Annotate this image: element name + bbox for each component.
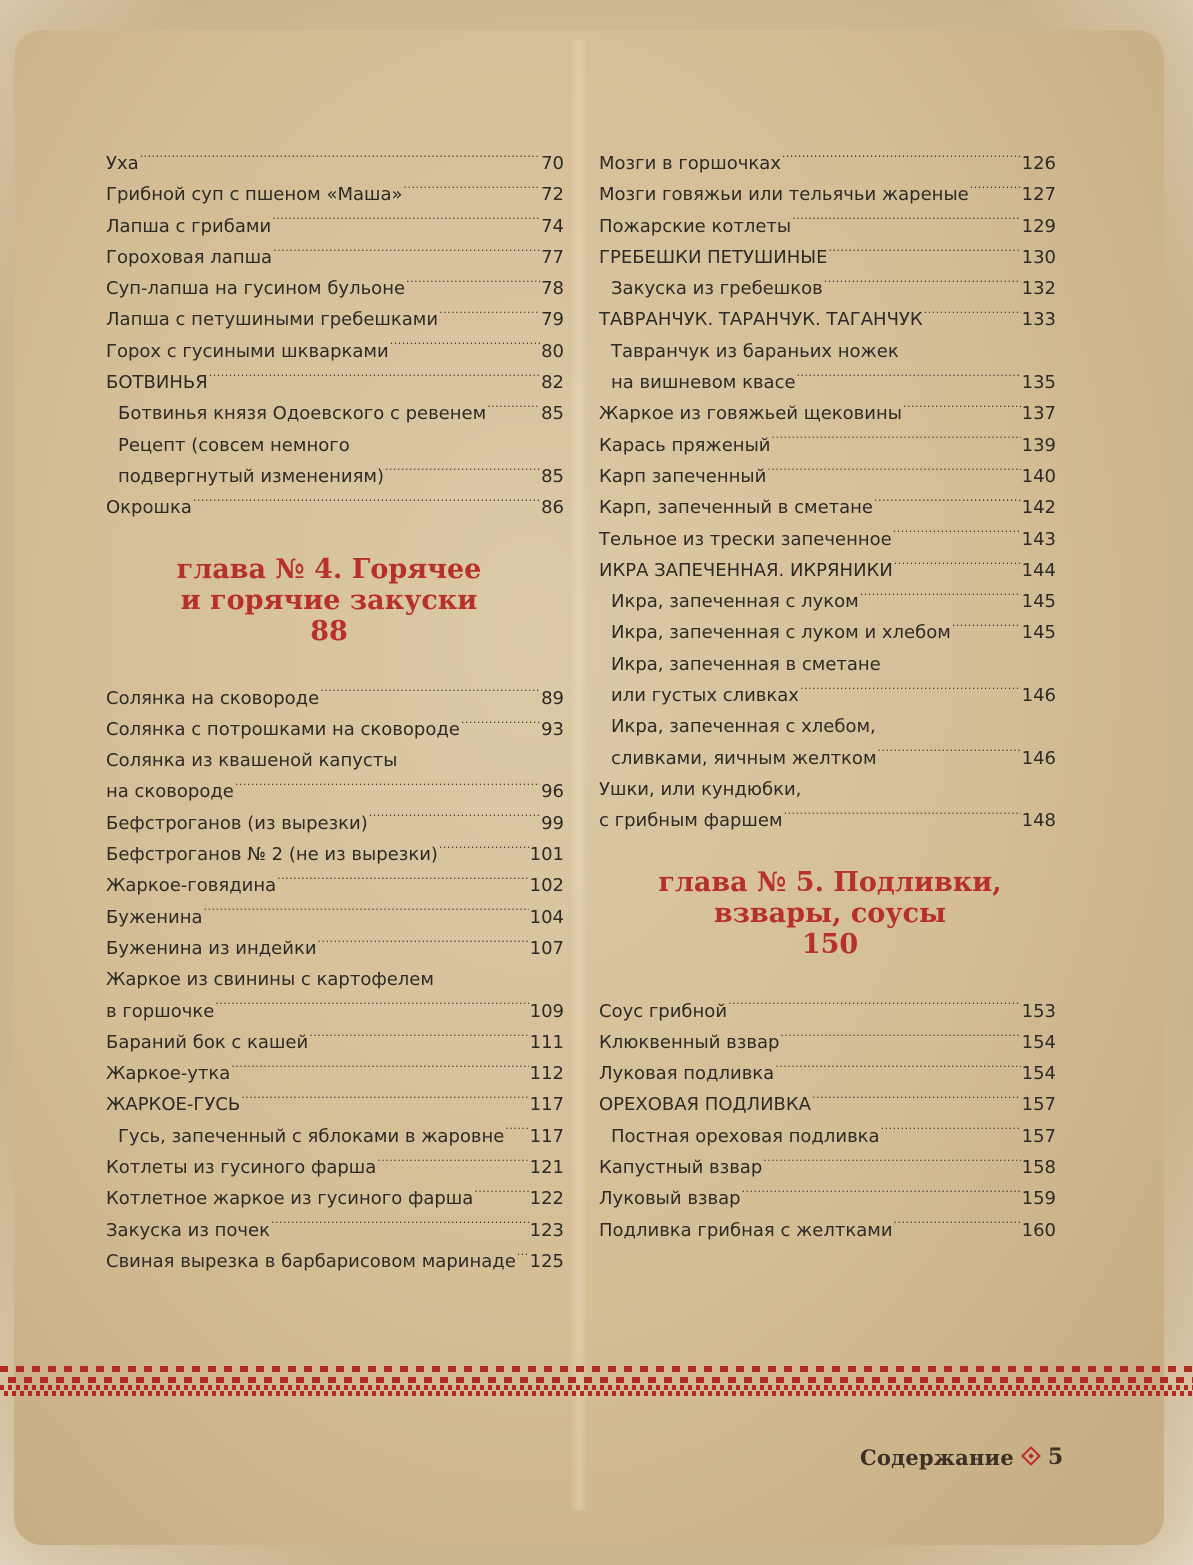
toc-entry[interactable]: [106, 211, 564, 242]
dot-leader: [231, 1059, 528, 1079]
entry-title: ТАВРАНЧУК. ТАРАНЧУК. ТАГАНЧУК: [599, 309, 923, 331]
entry-title: Суп-лапша на гусином бульоне: [106, 278, 406, 300]
entry-page: 70: [541, 153, 564, 174]
toc-entry[interactable]: [106, 776, 564, 807]
entry-title: БОТВИНЬЯ: [106, 372, 208, 394]
dot-leader: [775, 1059, 1020, 1079]
entry-first-line: Жаркое из свинины с картофелем: [106, 969, 434, 991]
entry-title: Жаркое из говяжьей щековины: [599, 403, 902, 425]
entry-title: ОРЕХОВАЯ ПОДЛИВКА: [599, 1094, 811, 1116]
dot-leader: [377, 1153, 528, 1173]
entry-title: Уха: [106, 153, 139, 174]
toc-entry[interactable]: [106, 304, 564, 335]
entry-page: 159: [1021, 1188, 1056, 1210]
chapter-heading[interactable]: [604, 867, 1056, 960]
toc-entry[interactable]: [599, 179, 1056, 210]
toc-entry[interactable]: [106, 902, 564, 933]
dot-leader: [881, 1122, 1021, 1142]
toc-entry[interactable]: [106, 367, 564, 398]
dot-leader: [439, 840, 529, 860]
toc-subentry[interactable]: [106, 1121, 564, 1152]
dot-leader: [406, 274, 540, 294]
toc-entry[interactable]: [599, 1027, 1056, 1058]
toc-entry[interactable]: [599, 242, 1056, 273]
page-number: 5: [1047, 1444, 1064, 1470]
toc-subentry[interactable]: [599, 367, 1056, 398]
toc-entry[interactable]: [599, 524, 1056, 555]
entry-title: Котлеты из гусиного фарша: [106, 1157, 377, 1179]
toc-entry[interactable]: [106, 336, 564, 367]
dot-leader: [505, 1122, 528, 1142]
dot-leader: [742, 1184, 1021, 1204]
dot-leader: [439, 305, 540, 325]
entry-page: 123: [529, 1219, 564, 1241]
entry-title: Котлетное жаркое из гусиного фарша: [106, 1188, 474, 1210]
toc-entry[interactable]: [106, 1089, 564, 1120]
entry-page: 146: [1021, 747, 1056, 769]
entry-title: сливками, яичным желтком: [611, 747, 877, 769]
entry-page: 133: [1021, 309, 1056, 331]
dot-leader: [318, 934, 529, 954]
entry-page: 117: [529, 1094, 564, 1116]
chapter-heading[interactable]: [94, 554, 564, 647]
toc-entry[interactable]: [106, 808, 564, 839]
entry-title: Мозги говяжьи или тельячьи жареные: [599, 184, 969, 206]
toc-left-column: [106, 148, 564, 1277]
entry-page: 80: [541, 340, 564, 362]
entry-page: 142: [1021, 497, 1056, 519]
dot-leader: [878, 744, 1021, 764]
entry-page: 132: [1021, 278, 1056, 300]
entry-page: 160: [1021, 1219, 1056, 1241]
toc-entry[interactable]: [106, 839, 564, 870]
entry-page: 158: [1021, 1157, 1056, 1179]
entry-page: 127: [1021, 184, 1056, 206]
dot-leader: [277, 871, 528, 891]
entry-page: 112: [529, 1063, 564, 1085]
entry-title: Гусь, запеченный с яблоками в жаровне: [118, 1125, 505, 1147]
entry-title: Луковая подливка: [599, 1063, 775, 1085]
entry-title: Грибной суп с пшеном «Маша»: [106, 184, 403, 206]
entry-title: Бараний бок с кашей: [106, 1031, 309, 1053]
toc-entry[interactable]: [106, 492, 564, 523]
toc-entry[interactable]: [599, 211, 1056, 242]
toc-entry[interactable]: [106, 1027, 564, 1058]
entry-title: подвергнутый изменениям): [118, 465, 384, 487]
paper-fold: [570, 40, 588, 1510]
dot-leader: [517, 1247, 529, 1267]
dot-leader: [235, 777, 540, 797]
toc-entry[interactable]: [599, 398, 1056, 429]
entry-page: 145: [1021, 591, 1056, 613]
entry-title: Подливка грибная с желтками: [599, 1219, 893, 1241]
dot-leader: [215, 997, 528, 1017]
entry-page: 126: [1021, 153, 1056, 174]
entry-page: 144: [1021, 559, 1056, 581]
entry-title: Соус грибной: [599, 1000, 728, 1022]
entry-title: Икра, запеченная с луком и хлебом: [611, 622, 951, 644]
toc-subentry[interactable]: [599, 1121, 1056, 1152]
entry-title: Луковый взвар: [599, 1188, 741, 1210]
dot-leader: [487, 399, 540, 419]
entry-title: ГРЕБЕШКИ ПЕТУШИНЫЕ: [599, 246, 828, 268]
entry-page: 74: [541, 215, 564, 237]
dot-leader: [140, 149, 540, 169]
entry-page: 99: [541, 812, 564, 834]
entry-title: Бефстроганов № 2 (не из вырезки): [106, 844, 438, 866]
entry-title: Капустный взвар: [599, 1157, 763, 1179]
toc-entry[interactable]: [599, 1183, 1056, 1214]
entry-page: 140: [1021, 465, 1056, 487]
dot-leader: [193, 493, 540, 513]
entry-first-line: Солянка из квашеной капусты: [106, 750, 398, 772]
entry-page: 121: [529, 1157, 564, 1179]
entry-page: 96: [541, 781, 564, 803]
toc-right-column: [599, 148, 1056, 1246]
entry-first-line: Икра, запеченная в сметане: [611, 653, 881, 675]
dot-leader: [797, 368, 1021, 388]
entry-title: Окрошка: [106, 497, 192, 519]
entry-title: Буженина из индейки: [106, 937, 317, 959]
entry-page: 157: [1021, 1125, 1056, 1147]
dot-leader: [893, 525, 1021, 545]
toc-entry[interactable]: [599, 1058, 1056, 1089]
entry-page: 148: [1021, 810, 1056, 832]
toc-entry[interactable]: [599, 1152, 1056, 1183]
toc-entry[interactable]: [106, 1183, 564, 1214]
dot-leader: [369, 809, 540, 829]
toc-subentry[interactable]: [599, 617, 1056, 648]
section-label: Содержание: [860, 1444, 1014, 1470]
entry-title: на сковороде: [106, 781, 234, 803]
entry-title: ЖАРКОЕ-ГУСЬ: [106, 1094, 241, 1116]
toc-entry[interactable]: [106, 1246, 564, 1277]
toc-entry[interactable]: [599, 1089, 1056, 1120]
entry-first-line: Рецепт (совсем немного: [118, 434, 350, 456]
toc-entry[interactable]: [106, 242, 564, 273]
entry-title: Жаркое-утка: [106, 1063, 231, 1085]
toc-subentry[interactable]: [599, 680, 1056, 711]
toc-entry[interactable]: [599, 430, 1056, 461]
entry-page: 85: [541, 403, 564, 425]
dot-leader: [763, 1153, 1020, 1173]
entry-page: 157: [1021, 1094, 1056, 1116]
entry-title: Закуска из гребешков: [611, 278, 823, 300]
dot-leader: [404, 180, 541, 200]
entry-title: Постная ореховая подливка: [611, 1125, 880, 1147]
entry-title: Бефстроганов (из вырезки): [106, 812, 368, 834]
entry-page: 109: [529, 1000, 564, 1022]
entry-first-line: Икра, запеченная с хлебом,: [611, 716, 876, 738]
entry-title: Карп, запеченный в сметане: [599, 497, 874, 519]
entry-title: Гороховая лапша: [106, 246, 273, 268]
entry-title: Тельное из трески запеченное: [599, 528, 892, 550]
entry-page: 85: [541, 465, 564, 487]
dot-leader: [903, 399, 1021, 419]
dot-leader: [824, 274, 1021, 294]
toc-subentry[interactable]: [599, 743, 1056, 774]
dot-leader: [829, 243, 1021, 263]
dot-leader: [241, 1090, 528, 1110]
entry-title: Закуска из почек: [106, 1219, 270, 1241]
toc-entry[interactable]: [599, 1215, 1056, 1246]
toc-entry[interactable]: [106, 1058, 564, 1089]
entry-title: Буженина: [106, 906, 203, 928]
toc-entry[interactable]: [106, 870, 564, 901]
entry-page: 102: [529, 875, 564, 897]
dot-leader: [792, 212, 1021, 232]
dot-leader: [728, 997, 1021, 1017]
dot-leader: [320, 684, 540, 704]
chapter-title-line-2: и горячие закуски: [180, 584, 478, 616]
dot-leader: [204, 903, 529, 923]
entry-page: 129: [1021, 215, 1056, 237]
entry-page: 79: [541, 309, 564, 331]
entry-title: Мозги в горшочках: [599, 153, 781, 174]
entry-page: 153: [1021, 1000, 1056, 1022]
entry-title: Клюквенный взвар: [599, 1031, 780, 1053]
dot-leader: [474, 1184, 528, 1204]
toc-entry[interactable]: [599, 805, 1056, 836]
dot-leader: [385, 462, 540, 482]
entry-title: Ботвинья князя Одоевского с ревенем: [118, 403, 487, 425]
entry-page: 154: [1021, 1063, 1056, 1085]
toc-entry[interactable]: [599, 148, 1056, 179]
toc-entry[interactable]: [106, 1152, 564, 1183]
toc-entry[interactable]: [106, 933, 564, 964]
entry-title: Пожарские котлеты: [599, 215, 792, 237]
ornamental-red-border: [0, 1364, 1193, 1398]
toc-subentry[interactable]: [599, 586, 1056, 617]
dot-leader: [461, 715, 540, 735]
entry-page: 104: [529, 906, 564, 928]
toc-entry[interactable]: [106, 148, 564, 179]
dot-leader: [952, 618, 1021, 638]
toc-entry[interactable]: [599, 304, 1056, 335]
dot-leader: [273, 243, 540, 263]
toc-entry[interactable]: [599, 996, 1056, 1027]
entry-page: 82: [541, 372, 564, 394]
dot-leader: [784, 806, 1021, 826]
entry-page: 139: [1021, 434, 1056, 456]
entry-title: ИКРА ЗАПЕЧЕННАЯ. ИКРЯНИКИ: [599, 559, 893, 581]
chapter-title-line-2: взвары, соусы: [713, 897, 947, 929]
dot-leader: [309, 1028, 528, 1048]
dot-leader: [812, 1090, 1021, 1110]
toc-entry[interactable]: [106, 683, 564, 714]
chapter-title-line-1: глава № 4. Горячее: [176, 553, 482, 585]
toc-entry[interactable]: [599, 492, 1056, 523]
dot-leader: [874, 493, 1021, 513]
entry-page: 101: [529, 844, 564, 866]
dot-leader: [800, 681, 1021, 701]
toc-subentry[interactable]: [106, 398, 564, 429]
chapter-page: 150: [801, 928, 859, 960]
entry-title: Солянка на сковороде: [106, 687, 320, 709]
diamond-ornament-icon: [1021, 1446, 1041, 1466]
toc-subentry[interactable]: [106, 461, 564, 492]
entry-title: с грибным фаршем: [599, 810, 783, 832]
dot-leader: [771, 431, 1020, 451]
entry-page: 107: [529, 937, 564, 959]
entry-page: 125: [529, 1250, 564, 1272]
toc-entry[interactable]: [599, 555, 1056, 586]
entry-first-line: Тавранчук из бараньих ножек: [611, 340, 899, 362]
entry-page: 137: [1021, 403, 1056, 425]
toc-entry[interactable]: [599, 461, 1056, 492]
dot-leader: [894, 1216, 1021, 1236]
entry-title: Жаркое-говядина: [106, 875, 277, 897]
chapter-title-line-1: глава № 5. Подливки,: [658, 866, 1002, 898]
entry-page: 143: [1021, 528, 1056, 550]
entry-page: 78: [541, 278, 564, 300]
entry-page: 130: [1021, 246, 1056, 268]
entry-page: 122: [529, 1188, 564, 1210]
entry-page: 72: [541, 184, 564, 206]
entry-title: Икра, запеченная с луком: [611, 591, 859, 613]
entry-page: 145: [1021, 622, 1056, 644]
toc-entry[interactable]: [106, 1215, 564, 1246]
entry-title: Свиная вырезка в барбарисовом маринаде: [106, 1250, 516, 1272]
dot-leader: [894, 556, 1021, 576]
entry-page: 146: [1021, 685, 1056, 707]
entry-first-line: Ушки, или кундюбки,: [599, 778, 802, 800]
dot-leader: [767, 462, 1020, 482]
dot-leader: [860, 587, 1021, 607]
dot-leader: [390, 337, 540, 357]
entry-title: Солянка с потрошками на сковороде: [106, 718, 460, 740]
dot-leader: [272, 212, 540, 232]
entry-title: Лапша с петушиными гребешками: [106, 309, 439, 331]
entry-page: 135: [1021, 372, 1056, 394]
toc-entry[interactable]: [106, 996, 564, 1027]
entry-page: 111: [529, 1031, 564, 1053]
dot-leader: [271, 1216, 529, 1236]
dot-leader: [780, 1028, 1020, 1048]
toc-entry[interactable]: [106, 714, 564, 745]
dot-leader: [924, 305, 1021, 325]
page-footer: [860, 1440, 1063, 1474]
entry-page: 77: [541, 246, 564, 268]
entry-title: или густых сливках: [611, 685, 799, 707]
dot-leader: [970, 180, 1021, 200]
entry-title: Карп запеченный: [599, 465, 767, 487]
dot-leader: [209, 368, 540, 388]
entry-page: 86: [541, 497, 564, 519]
entry-page: 89: [541, 687, 564, 709]
dot-leader: [782, 149, 1021, 169]
toc-entry[interactable]: [106, 273, 564, 304]
entry-page: 154: [1021, 1031, 1056, 1053]
entry-title: в горшочке: [106, 1000, 215, 1022]
chapter-page: 88: [310, 615, 348, 647]
toc-entry[interactable]: [106, 179, 564, 210]
entry-title: Лапша с грибами: [106, 215, 272, 237]
toc-subentry[interactable]: [599, 273, 1056, 304]
entry-title: Горох с гусиными шкварками: [106, 340, 389, 362]
entry-title: на вишневом квасе: [611, 372, 796, 394]
entry-page: 93: [541, 718, 564, 740]
entry-page: 117: [529, 1125, 564, 1147]
entry-title: Карась пряженый: [599, 434, 771, 456]
